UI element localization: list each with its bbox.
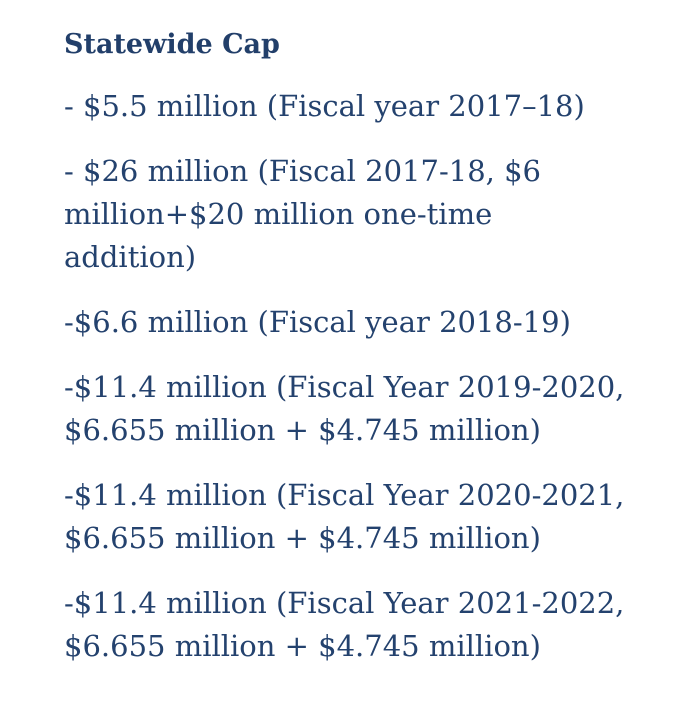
list-item xyxy=(64,474,634,560)
list-item xyxy=(64,366,634,452)
list-item xyxy=(64,582,634,668)
list-item-line: $6.655 million + $4.745 million) xyxy=(64,629,541,663)
list-item xyxy=(64,301,634,344)
list-item xyxy=(64,150,634,279)
list-item-line: $6.655 million + $4.745 million) xyxy=(64,413,541,447)
list-item-line: addition) xyxy=(64,240,197,274)
list-item-line: -$11.4 million (Fiscal Year 2019-2020, xyxy=(64,370,625,404)
list-item-line: - $26 million (Fiscal 2017-18, $6 xyxy=(64,154,541,188)
list-item-line: -$11.4 million (Fiscal Year 2021-2022, xyxy=(64,586,625,620)
list-item-line: - $5.5 million (Fiscal year 2017–18) xyxy=(64,89,585,123)
page-title: Statewide Cap xyxy=(64,29,280,60)
list-item-line: $6.655 million + $4.745 million) xyxy=(64,521,541,555)
list-item-line: million+$20 million one-time xyxy=(64,197,493,231)
list-item xyxy=(64,85,634,128)
list-item-line: -$6.6 million (Fiscal year 2018-19) xyxy=(64,305,571,339)
list-item-line: -$11.4 million (Fiscal Year 2020-2021, xyxy=(64,478,625,512)
statewide-cap-list xyxy=(64,85,634,668)
